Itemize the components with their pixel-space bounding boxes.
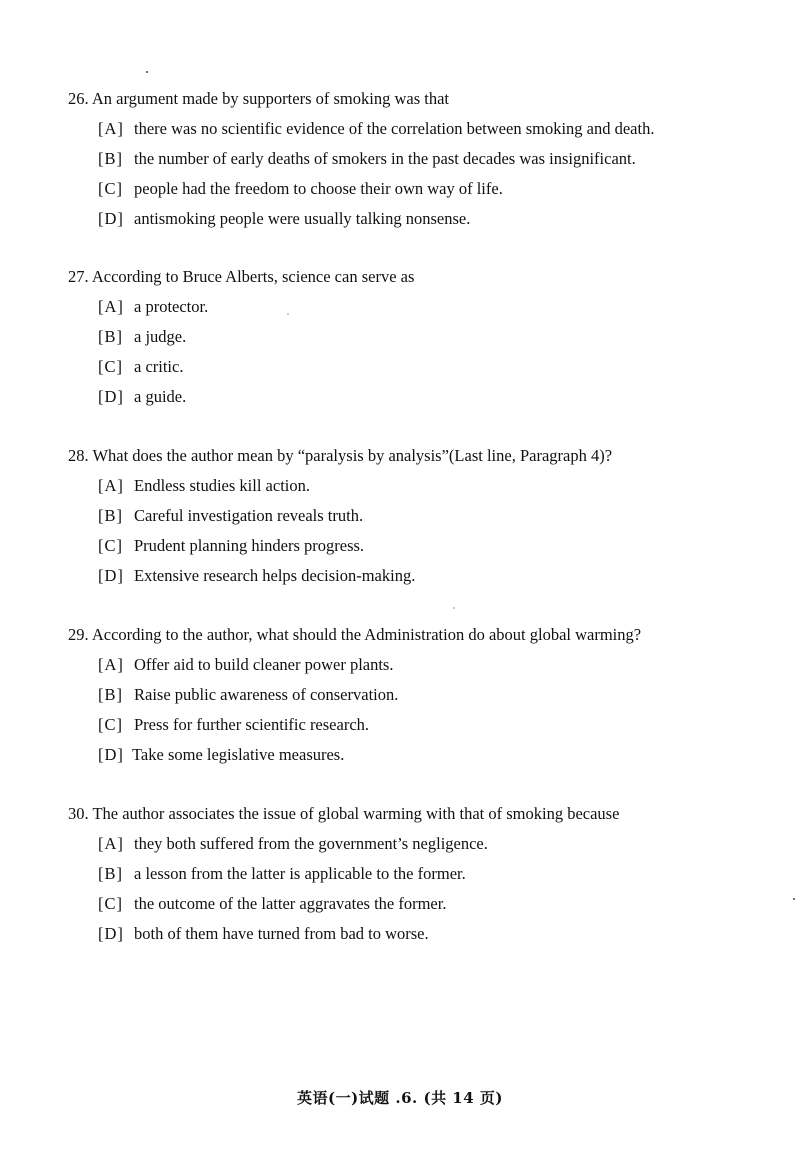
option-letter: [A] xyxy=(98,119,124,138)
option-letter: [A] xyxy=(98,297,124,316)
option-b xyxy=(98,148,768,170)
option-text: a judge. xyxy=(134,327,187,346)
question-text: The author associates the issue of global warming with that of smoking because xyxy=(92,804,620,823)
option-a xyxy=(98,654,768,676)
option-text: antismoking people were usually talking nonsense. xyxy=(134,209,471,228)
question-stem xyxy=(68,624,768,646)
option-b xyxy=(98,326,768,348)
option-text: Offer aid to build cleaner power plants. xyxy=(134,655,394,674)
option-c xyxy=(98,714,768,736)
option-letter: [D] xyxy=(98,924,124,943)
option-letter: [D] xyxy=(98,566,124,585)
question-text: According to the author, what should the Administration do about global warming? xyxy=(91,625,642,644)
option-text: Endless studies kill action. xyxy=(134,476,310,495)
option-letter: [B] xyxy=(98,327,123,346)
question-stem xyxy=(68,445,768,467)
option-text: the outcome of the latter aggravates the former. xyxy=(134,894,447,913)
option-text: they both suffered from the government’s negligence. xyxy=(134,834,488,853)
option-b xyxy=(98,505,768,527)
option-text: both of them have turned from bad to worse. xyxy=(134,924,429,943)
option-letter: [B] xyxy=(98,506,123,525)
option-letter: [A] xyxy=(98,834,124,853)
option-c xyxy=(98,178,768,200)
option-text: Careful investigation reveals truth. xyxy=(134,506,364,525)
option-text: people had the freedom to choose their own way of life. xyxy=(134,179,503,198)
option-text: Press for further scientific research. xyxy=(134,715,370,734)
option-a xyxy=(98,118,768,140)
question-29 xyxy=(68,624,768,766)
option-text: a critic. xyxy=(134,357,184,376)
option-c xyxy=(98,535,768,557)
option-letter: [A] xyxy=(98,655,124,674)
option-letter: [B] xyxy=(98,685,123,704)
option-letter: [D] xyxy=(98,209,124,228)
option-letter: [D] xyxy=(98,745,124,764)
scan-speck xyxy=(793,898,795,900)
option-letter: [C] xyxy=(98,536,123,555)
option-letter: [C] xyxy=(98,179,123,198)
question-30 xyxy=(68,803,768,945)
question-number: 29. xyxy=(68,625,89,644)
option-b xyxy=(98,684,768,706)
option-letter: [D] xyxy=(98,387,124,406)
question-text: According to Bruce Alberts, science can serve as xyxy=(91,267,415,286)
option-letter: [C] xyxy=(98,357,123,376)
option-a xyxy=(98,475,768,497)
option-d xyxy=(98,923,768,945)
option-letter: [B] xyxy=(98,864,123,883)
scan-speck xyxy=(146,71,148,73)
question-26 xyxy=(68,88,768,230)
option-letter: [B] xyxy=(98,149,123,168)
question-number: 30. xyxy=(68,804,89,823)
option-a xyxy=(98,296,768,318)
option-text: Extensive research helps decision-making. xyxy=(134,566,416,585)
option-text: Take some legislative measures. xyxy=(132,745,345,764)
option-text: there was no scientific evidence of the correlation between smoking and death. xyxy=(134,119,655,138)
option-d xyxy=(98,565,768,587)
option-text: a protector. xyxy=(134,297,209,316)
option-c xyxy=(98,893,768,915)
page-footer: 英语(一)试题 .6. (共 14 页) xyxy=(296,1089,504,1107)
question-stem xyxy=(68,266,768,288)
option-text: Raise public awareness of conservation. xyxy=(134,685,399,704)
question-text: What does the author mean by “paralysis by analysis”(Last line, Paragraph 4)? xyxy=(92,446,613,465)
question-number: 26. xyxy=(68,89,89,108)
option-d xyxy=(98,386,768,408)
option-a xyxy=(98,833,768,855)
scan-speck xyxy=(453,607,455,609)
question-stem xyxy=(68,803,768,825)
question-number: 27. xyxy=(68,267,89,286)
option-text: a lesson from the latter is applicable to the former. xyxy=(134,864,466,883)
option-text: the number of early deaths of smokers in the past decades was insignificant. xyxy=(134,149,636,168)
option-text: a guide. xyxy=(134,387,187,406)
option-text: Prudent planning hinders progress. xyxy=(134,536,365,555)
option-letter: [C] xyxy=(98,715,123,734)
option-b xyxy=(98,863,768,885)
option-c xyxy=(98,356,768,378)
question-28 xyxy=(68,445,768,587)
question-text: An argument made by supporters of smoking was that xyxy=(91,89,449,108)
question-stem xyxy=(68,88,768,110)
option-d xyxy=(98,744,768,766)
option-letter: [A] xyxy=(98,476,124,495)
option-letter: [C] xyxy=(98,894,123,913)
option-d xyxy=(98,208,768,230)
question-number: 28. xyxy=(68,446,89,465)
question-27 xyxy=(68,266,768,408)
